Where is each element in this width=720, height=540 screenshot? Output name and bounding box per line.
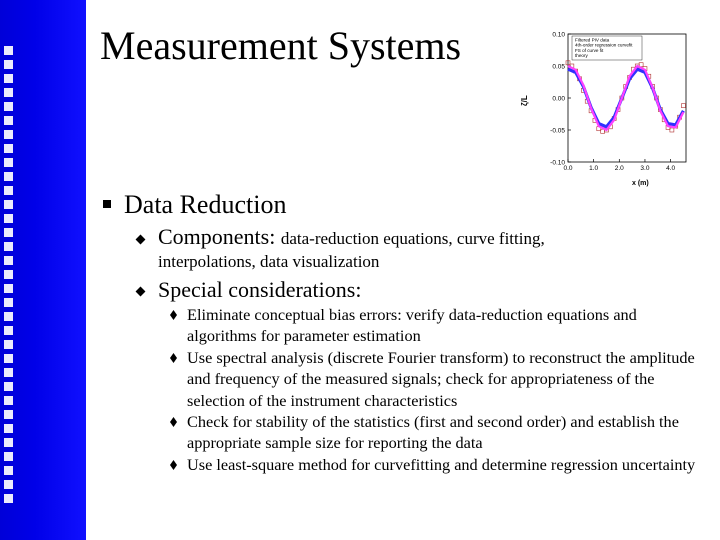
sidebar-square <box>4 452 13 461</box>
level2-item-components <box>158 224 545 252</box>
legend-entry: theory <box>575 53 588 59</box>
x-tick-label: 0.0 <box>563 165 573 172</box>
sidebar-square <box>4 312 13 321</box>
y-tick-label: 0.00 <box>552 95 565 103</box>
sidebar-square <box>4 214 13 223</box>
sidebar-square <box>4 382 13 391</box>
sidebar-square <box>4 340 13 349</box>
slide-title: Measurement Systems <box>100 23 462 68</box>
level2-bullet-components <box>136 235 146 245</box>
legend-entry: 4th-order regression curvefit <box>575 42 633 48</box>
diamond-bullet-icon <box>170 460 177 470</box>
diamond-bullet-icon <box>170 417 177 427</box>
sidebar-square <box>4 102 13 111</box>
x-tick-label: 3.0 <box>640 165 650 172</box>
sidebar-square <box>4 270 13 279</box>
consideration-item: Check for stability of the statistics (first and second order) and establish the appropriate sample size for reporting the data <box>170 411 710 454</box>
consideration-item: Use least-square method for curvefitting and determine regression uncertainty <box>170 454 710 475</box>
sidebar-square <box>4 480 13 489</box>
sidebar-square <box>4 368 13 377</box>
sidebar-band <box>0 0 86 540</box>
legend-entry: Filtered PIV data <box>575 37 610 43</box>
consideration-item: Use spectral analysis (discrete Fourier transform) to reconstruct the amplitude and frequency of the measured signals; check for appropriateness of the selection of the instrument characteristics <box>170 347 710 411</box>
sidebar-square <box>4 242 13 251</box>
level2-item-special-considerations: Special considerations: <box>158 277 362 302</box>
chart-ylabel: ζ/L <box>520 95 529 106</box>
x-tick-label: 2.0 <box>614 165 624 172</box>
chart-xlabel: x (m) <box>632 180 649 187</box>
sidebar-square <box>4 410 13 419</box>
sidebar-square <box>4 466 13 475</box>
sidebar-square <box>4 424 13 433</box>
sidebar-square <box>4 326 13 335</box>
sidebar-square <box>4 438 13 447</box>
level1-item-data-reduction: Data Reduction <box>124 190 287 219</box>
components-continuation: interpolations, data visualization <box>158 252 380 271</box>
consideration-item: Eliminate conceptual bias errors: verify data-reduction equations and algorithms for parameter estimation <box>170 304 710 347</box>
wave-elevation-chart <box>514 26 694 188</box>
sidebar-square <box>4 172 13 181</box>
level2-bullet-special <box>136 287 146 297</box>
sidebar-square <box>4 186 13 195</box>
sidebar-square <box>4 256 13 265</box>
level1-bullet <box>103 200 111 208</box>
sidebar-square <box>4 46 13 55</box>
legend-entry: FS of curve fit <box>575 47 604 53</box>
sidebar-square <box>4 116 13 125</box>
sidebar-square <box>4 60 13 69</box>
sidebar-square <box>4 130 13 139</box>
components-lead: Components: <box>158 224 276 249</box>
sidebar-square <box>4 284 13 293</box>
x-tick-label: 1.0 <box>589 165 599 172</box>
y-tick-label: 0.05 <box>552 63 565 71</box>
sidebar-square <box>4 74 13 83</box>
sidebar-square <box>4 298 13 307</box>
y-tick-label: -0.05 <box>550 127 565 135</box>
special-considerations-list <box>170 304 710 475</box>
sidebar-square <box>4 494 13 503</box>
x-tick-label: 4.0 <box>666 165 676 172</box>
sidebar-square <box>4 354 13 363</box>
diamond-bullet-icon <box>170 310 177 320</box>
components-text: data-reduction equations, curve fitting, <box>280 229 545 248</box>
sidebar-square <box>4 396 13 405</box>
sidebar-square <box>4 200 13 209</box>
y-tick-label: 0.10 <box>552 31 565 39</box>
sidebar-square <box>4 158 13 167</box>
sidebar-square <box>4 228 13 237</box>
chart-legend <box>572 36 642 60</box>
diamond-bullet-icon <box>170 353 177 363</box>
sidebar-square <box>4 144 13 153</box>
y-tick-label: -0.10 <box>550 159 565 167</box>
sidebar-square-column <box>4 46 18 508</box>
sidebar-square <box>4 88 13 97</box>
